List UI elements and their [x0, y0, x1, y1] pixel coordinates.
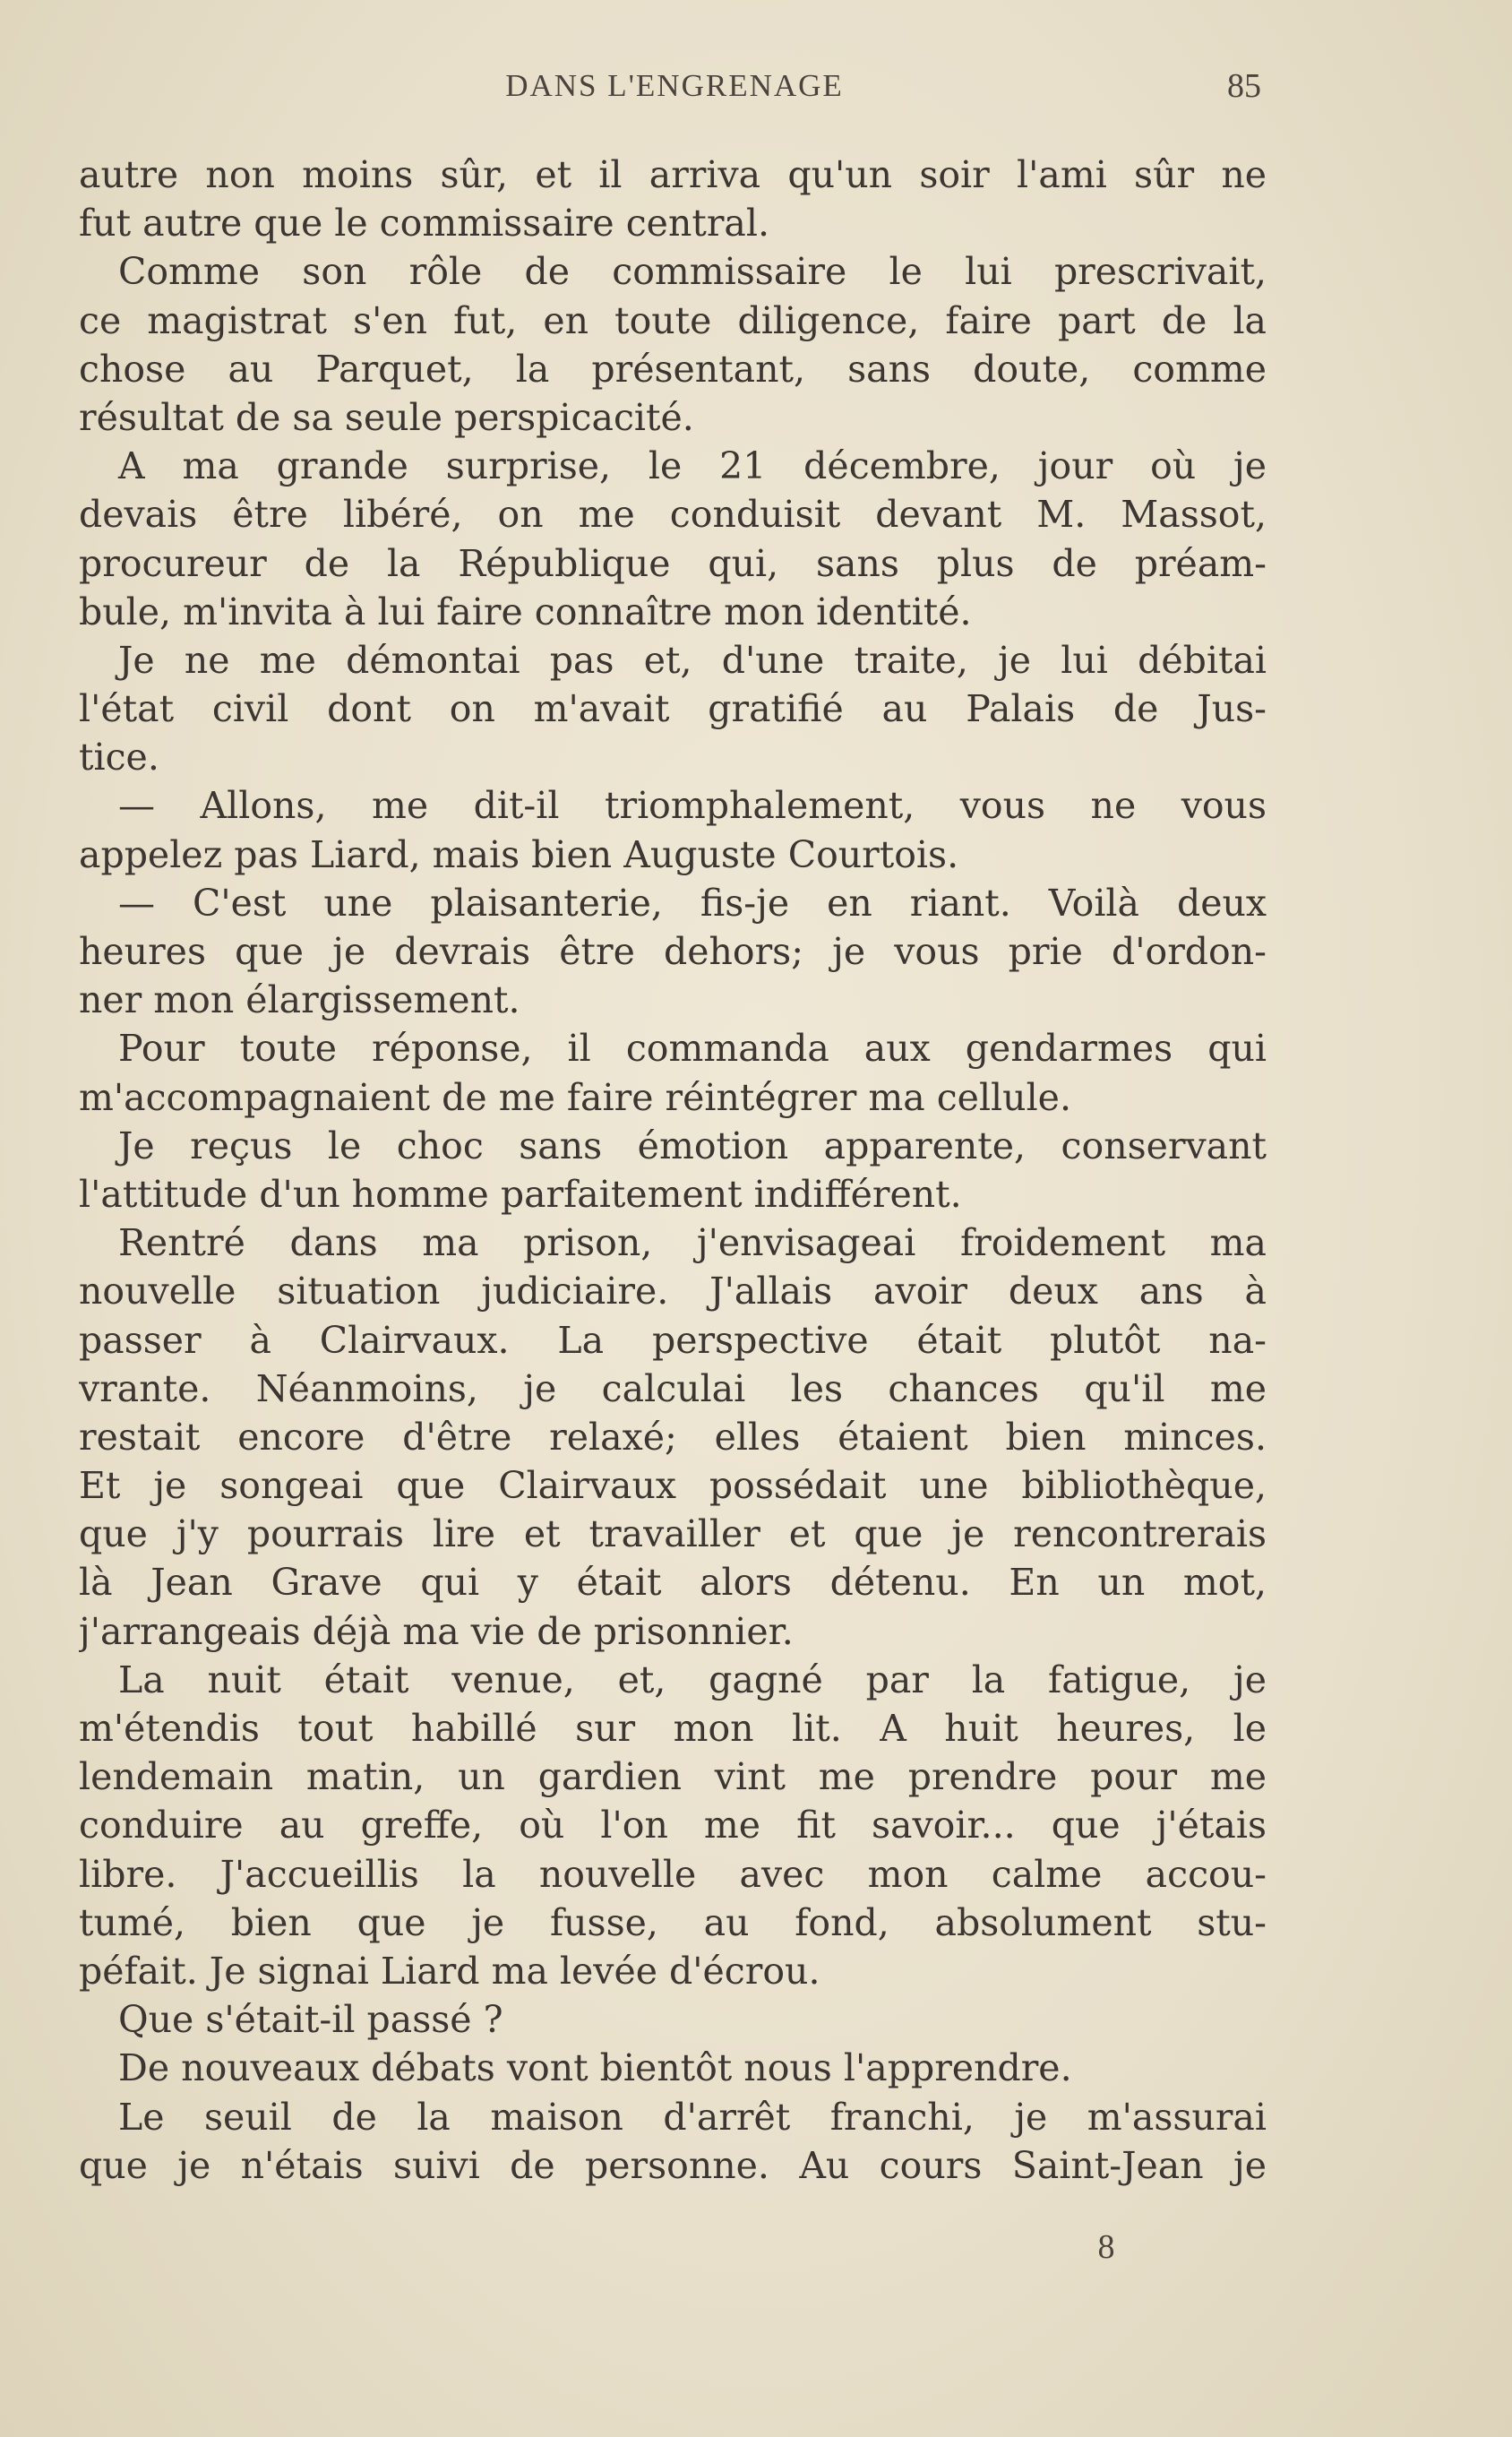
text-line: Et je songeai que Clairvaux possédait une bibliothèque,	[79, 1464, 1267, 1508]
text-line: là Jean Grave qui y était alors détenu. En un mot,	[79, 1561, 1267, 1605]
text-line: ce magistrat s'en fut, en toute diligence, faire part de la	[79, 298, 1267, 342]
text-line: — C'est une plaisanterie, fis-je en riant. Voilà deux	[118, 881, 1267, 925]
text-line: passer à Clairvaux. La perspective était plutôt na-	[79, 1318, 1267, 1362]
text-line: procureur de la République qui, sans plus de préam-	[79, 541, 1267, 585]
text-line: l'attitude d'un homme parfaitement indifférent.	[79, 1172, 962, 1216]
text-line: ner mon élargissement.	[79, 978, 520, 1022]
text-line: devais être libéré, on me conduisit devant M. Massot,	[79, 493, 1267, 537]
text-line: tumé, bien que je fusse, au fond, absolument stu-	[79, 1900, 1267, 1944]
text-line: j'arrangeais déjà ma vie de prisonnier.	[79, 1609, 794, 1653]
text-line: chose au Parquet, la présentant, sans doute, comme	[79, 347, 1267, 391]
text-line: Comme son rôle de commissaire le lui prescrivait,	[118, 250, 1267, 294]
text-line: l'état civil dont on m'avait gratifié au Palais de Jus-	[79, 687, 1267, 731]
text-line: vrante. Néanmoins, je calculai les chances qu'il me	[79, 1366, 1267, 1410]
text-line: bule, m'invita à lui faire connaître mon identité.	[79, 590, 972, 633]
text-line: résultat de sa seule perspicacité.	[79, 395, 694, 439]
text-line: Je ne me démontai pas et, d'une traite, je lui débitai	[118, 638, 1267, 682]
text-line: autre non moins sûr, et il arriva qu'un soir l'ami sûr ne	[79, 153, 1267, 196]
text-line: Je reçus le choc sans émotion apparente, conservant	[118, 1124, 1267, 1167]
text-line: nouvelle situation judiciaire. J'allais avoir deux ans à	[79, 1270, 1267, 1313]
running-head	[82, 61, 1267, 115]
text-line: heures que je devrais être dehors; je vous prie d'ordon-	[79, 930, 1267, 973]
text-line: Que s'était-il passé ?	[118, 1998, 503, 2042]
text-line: que j'y pourrais lire et travailler et que je rencontrerais	[79, 1512, 1267, 1556]
text-line: A ma grande surprise, le 21 décembre, jour où je	[118, 444, 1267, 488]
text-line: appelez pas Liard, mais bien Auguste Courtois.	[79, 832, 959, 876]
signature-mark: 8	[1097, 2228, 1115, 2266]
text-line: libre. J'accueillis la nouvelle avec mon calme accou-	[79, 1852, 1267, 1896]
text-line: Pour toute réponse, il commanda aux gendarmes qui	[118, 1027, 1267, 1071]
text-line: m'étendis tout habillé sur mon lit. A huit heures, le	[79, 1707, 1267, 1750]
text-line: tice.	[79, 736, 159, 779]
text-line: que je n'étais suivi de personne. Au cours Saint-Jean je	[79, 2143, 1267, 2187]
text-line: Le seuil de la maison d'arrêt franchi, je m'assurai	[118, 2095, 1267, 2139]
text-line: péfait. Je signai Liard ma levée d'écrou.	[79, 1949, 820, 1993]
text-line: restait encore d'être relaxé; elles étaient bien minces.	[79, 1415, 1267, 1459]
text-line: De nouveaux débats vont bientôt nous l'apprendre.	[118, 2046, 1072, 2090]
text-line: m'accompagnaient de me faire réintégrer ma cellule.	[79, 1075, 1071, 1119]
text-line: La nuit était venue, et, gagné par la fatigue, je	[118, 1658, 1267, 1701]
text-line: — Allons, me dit-il triomphalement, vous ne vous	[118, 784, 1267, 828]
text-line: lendemain matin, un gardien vint me prendre pour me	[79, 1755, 1267, 1799]
text-line: conduire au greffe, où l'on me fit savoir... que j'étais	[79, 1804, 1267, 1847]
running-title: DANS L'ENGRENAGE	[505, 68, 844, 103]
page-number: 85	[1227, 67, 1261, 105]
body-text	[79, 151, 1267, 2190]
text-line: Rentré dans ma prison, j'envisageai froidement ma	[118, 1221, 1267, 1265]
text-line: fut autre que le commissaire central.	[79, 202, 770, 245]
